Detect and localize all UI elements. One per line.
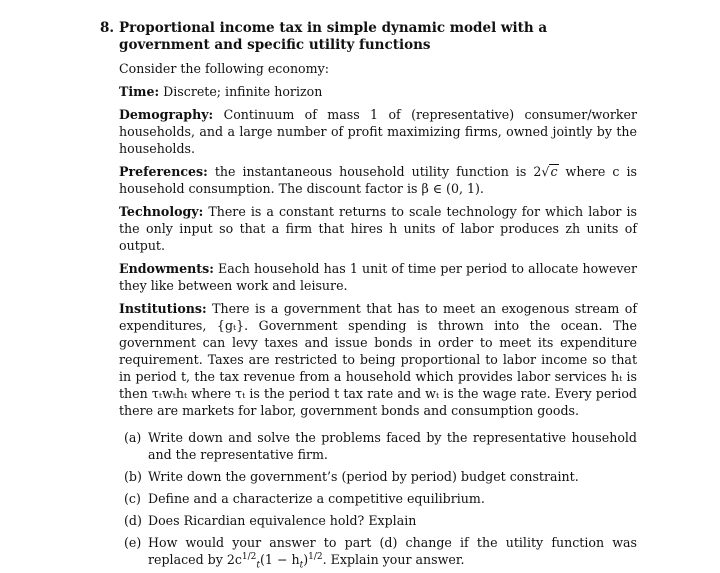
institutions-label: Institutions:: [119, 301, 207, 316]
question-text: Does Ricardian equivalence hold? Explain: [148, 513, 417, 528]
time-label: Time:: [119, 84, 160, 99]
institutions-text: There is a government that has to meet an exogenous stream of expenditures, {gₜ}. Government spending is thrown into the ocean. The government can levy taxes and issue bonds in order to meet its expenditure requirement. Taxes are restricted to being proportional to labor income so that in period t, the tax revenue from a household which provides labor services hₜ is then τₜwₜhₜ where τₜ is the period t tax rate and wₜ is the wage rate. Every period there are markets for labor, government bonds and consumption goods.: [119, 301, 637, 418]
sqrt-radicand: c: [550, 164, 558, 179]
sqrt-symbol: √: [541, 164, 550, 179]
question-mark: (d): [124, 513, 142, 528]
question-text-end: . Explain your answer.: [322, 552, 465, 567]
exponent-half-c: 1/2: [241, 551, 257, 562]
section-demography: [119, 106, 637, 157]
technology-label: Technology:: [119, 204, 204, 219]
section-institutions: [119, 300, 637, 419]
question-text-a: How would your answer to part (d) change if the utility function was replaced by 2c: [148, 535, 637, 567]
section-time: [119, 83, 637, 100]
exponent-half-h: 1/2: [308, 551, 323, 562]
question-text: Write down the government’s (period by period) budget constraint.: [148, 469, 579, 484]
question-text-mid: (1 − h: [260, 552, 300, 567]
question-mark: (e): [124, 535, 142, 550]
question-item: [119, 490, 637, 507]
question-mark: (c): [124, 491, 141, 506]
problem-title: Proportional income tax in simple dynamic model with a government and specific utility functions: [119, 20, 548, 53]
section-preferences: [119, 163, 637, 197]
section-endowments: [119, 260, 637, 294]
intro-text: Consider the following economy:: [119, 61, 329, 76]
technology-text: There is a constant returns to scale technology for which labor is the only input so that a firm that hires h units of labor produces zh units of output.: [119, 204, 637, 253]
subscript-t-c: t: [256, 560, 260, 571]
question-list: [119, 429, 637, 571]
problem-body: [119, 20, 637, 573]
preferences-text-b: where c is household consumption. The discount factor is β ∈ (0, 1).: [119, 164, 637, 196]
section-technology: [119, 203, 637, 254]
problem-number: 8.: [100, 20, 115, 36]
question-item: [119, 534, 637, 571]
preferences-label: Preferences:: [119, 164, 208, 179]
question-item: [119, 468, 637, 485]
subscript-t-h: t: [299, 560, 304, 571]
question-text: Define and a characterize a competitive equilibrium.: [148, 491, 485, 506]
question-text: Write down and solve the problems faced by the representative household and the representative firm.: [148, 430, 637, 462]
endowments-label: Endowments:: [119, 261, 214, 276]
question-mark: (a): [124, 430, 142, 445]
demography-label: Demography:: [119, 107, 214, 122]
question-item: [119, 512, 637, 529]
question-mark: (b): [124, 469, 142, 484]
time-text: Discrete; infinite horizon: [163, 84, 323, 99]
closing-paren: ): [303, 552, 309, 567]
demography-text: Continuum of mass 1 of (representative) consumer/worker households, and a large number of profit maximizing firms, owned jointly by the households.: [119, 107, 637, 156]
question-item: [119, 429, 637, 463]
endowments-text: Each household has 1 unit of time per period to allocate however they like between work and leisure.: [119, 261, 638, 293]
preferences-text-a: the instantaneous household utility function is 2: [214, 164, 542, 179]
